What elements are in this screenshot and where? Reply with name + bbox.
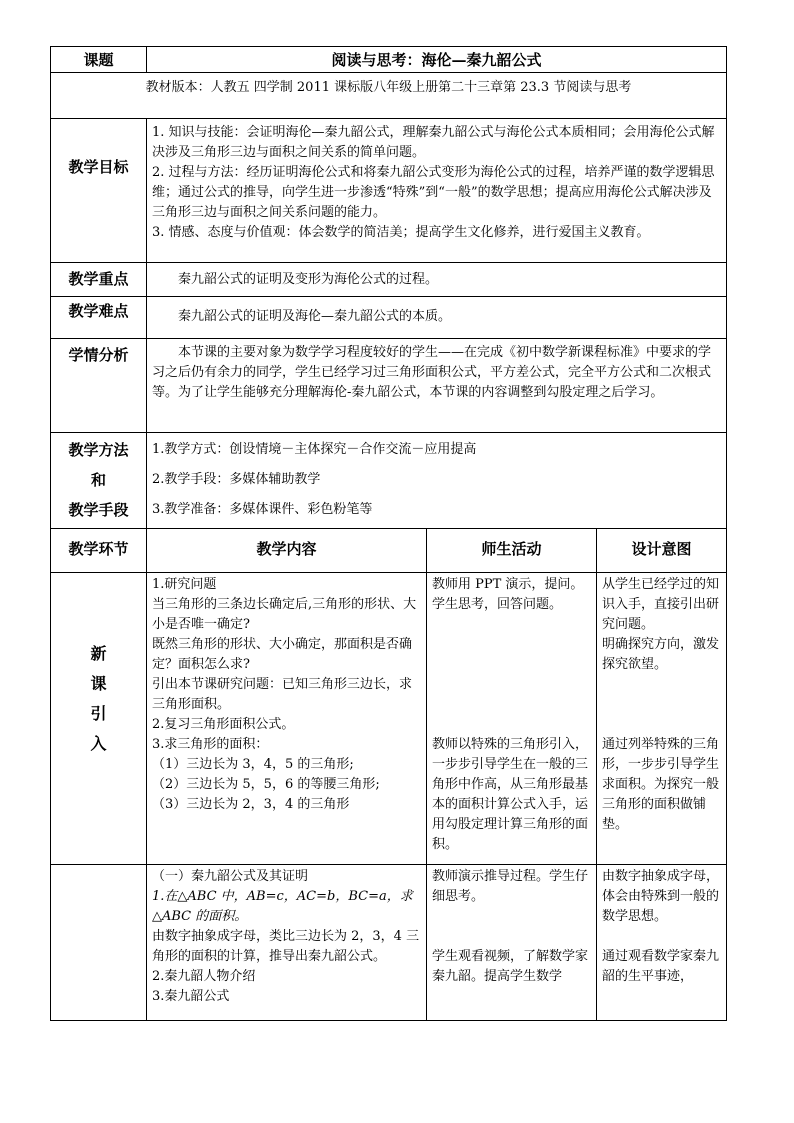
method-item: 3.教学准备：多媒体课件、彩色粉笔等 [152,502,373,517]
methods-label [51,433,147,529]
title-label: 课题 [51,47,147,73]
content-line: 当三角形的三条边长确定后,三角形的形状、大小是否唯一确定? [152,597,417,632]
goal-item: 1. 知识与技能：会证明海伦—秦九韶公式，理解秦九韶公式与海伦公式本质相同；会用海伦公式解决涉及三角形三边与面积之间关系的简单问题。 [152,125,715,160]
difficult-content: 秦九韶公式的证明及海伦—秦九韶公式的本质。 [147,297,727,339]
key-label: 教学重点 [51,263,147,297]
proof-intent [597,865,727,1021]
activity-text: 教师以特殊的三角形引入，一步步引导学生在一般的三角形中作高，从三角形最基本的面积计算公式入手，运用勾股定理计算三角形的面积。 [432,737,589,852]
stage-intro [51,573,147,865]
edition-line: 教材版本：人教五 四学制 2011 课标版八年级上册第二十三章第 23.3 节阅读与思考 [51,73,727,119]
stage-proof [51,865,147,1021]
methods-label-line: 和 [90,471,106,489]
content-line: 2.复习三角形面积公式。 [152,717,295,732]
activity-text: 学生观看视频，了解数学家秦九韶。提高学生数学 [432,949,589,984]
activity-text: 教师演示推导过程。学生仔细思考。 [432,869,589,904]
intro-intent [597,573,727,865]
intro-activity [427,573,597,865]
content-line: 既然三角形的形状、大小确定，那面积是否确定？面积怎么求? [152,637,413,672]
stage-char: 引 [90,704,107,723]
methods-label-line: 教学手段 [68,501,129,519]
methods-content [147,433,727,529]
key-content: 秦九韶公式的证明及变形为海伦公式的过程。 [147,263,727,297]
analysis-label: 学情分析 [51,339,147,433]
lesson-plan-table [50,46,727,1021]
intent-text: 通过列举特殊的三角形，一步步引导学生求面积。为探究一般三角形的面积做铺垫。 [602,737,720,832]
content-line: （3）三边长为 2，3，4 的三角形 [152,797,350,812]
content-line: 1.研究问题 [152,577,217,592]
proof-activity [427,865,597,1021]
header-intent: 设计意图 [597,529,727,573]
content-line: 2.秦九韶人物介绍 [152,969,256,984]
stage-char: 课 [90,674,107,693]
method-item: 1.教学方式：创设情境－主体探究－合作交流－应用提高 [152,442,477,457]
intent-text: 从学生已经学过的知识入手，直接引出研究问题。 [602,577,720,632]
activity-text: 教师用 PPT 演示，提问。学生思考，回答问题。 [432,577,584,612]
lesson-plan [50,46,726,1021]
analysis-content: 本节课的主要对象为数学学习程度较好的学生——在完成《初中数学新课程标准》中要求的学习之后仍有余力的同学，学生已经学习过三角形面积公式，平方差公式，完全平方公式和二次根式等。为了让学生能够充分理解海伦-秦九韶公式，本节课的内容调整到勾股定理之后学习。 [147,339,727,433]
intent-text: 由数字抽象成字母，体会由特殊到一般的数学思想。 [602,869,720,924]
content-line: 3.求三角形的面积： [152,737,269,752]
content-line: （一）秦九韶公式及其证明 [152,869,309,884]
header-stage: 教学环节 [51,529,147,573]
intent-text: 明确探究方向，激发探究欲望。 [602,637,720,672]
page-title: 阅读与思考：海伦—秦九韶公式 [147,47,727,73]
content-line: 由数字抽象成字母，类比三边长为 2，3，4 三角形的面积的计算，推导出秦九韶公式。 [152,929,420,964]
stage-char: 新 [90,644,107,663]
difficult-label: 教学难点 [51,297,147,339]
content-line: （2）三边长为 5，5，6 的等腰三角形; [152,777,380,792]
intent-text: 通过观看数学家秦九韶的生平事迹， [602,949,720,984]
content-line: 3.秦九韶公式 [152,989,230,1004]
content-line: 引出本节课研究问题：已知三角形三边长，求三角形面积。 [152,677,413,712]
intro-content [147,573,427,865]
proof-content [147,865,427,1021]
header-content: 教学内容 [147,529,427,573]
goals-content [147,119,727,263]
stage-char: 入 [90,734,107,753]
goal-item: 2. 过程与方法：经历证明海伦公式和将秦九韶公式变形为海伦公式的过程，培养严谨的数学逻辑思维；通过公式的推导，向学生进一步渗透“特殊”到“一般”的数学思想；提高应用海伦公式解决涉及三角形三边与面积之间关系问题的能力。 [152,165,715,220]
content-line: 1.在△ABC 中，AB=c，AC=b，BC=a，求△ABC 的面积。 [152,889,413,924]
methods-label-line: 教学方法 [68,441,129,459]
method-item: 2.教学手段：多媒体辅助教学 [152,472,321,487]
goal-item: 3. 情感、态度与价值观：体会数学的简洁美；提高学生文化修养，进行爱国主义教育。 [152,225,650,240]
header-activity: 师生活动 [427,529,597,573]
content-line: （1）三边长为 3，4，5 的三角形; [152,757,354,772]
goals-label: 教学目标 [51,119,147,263]
